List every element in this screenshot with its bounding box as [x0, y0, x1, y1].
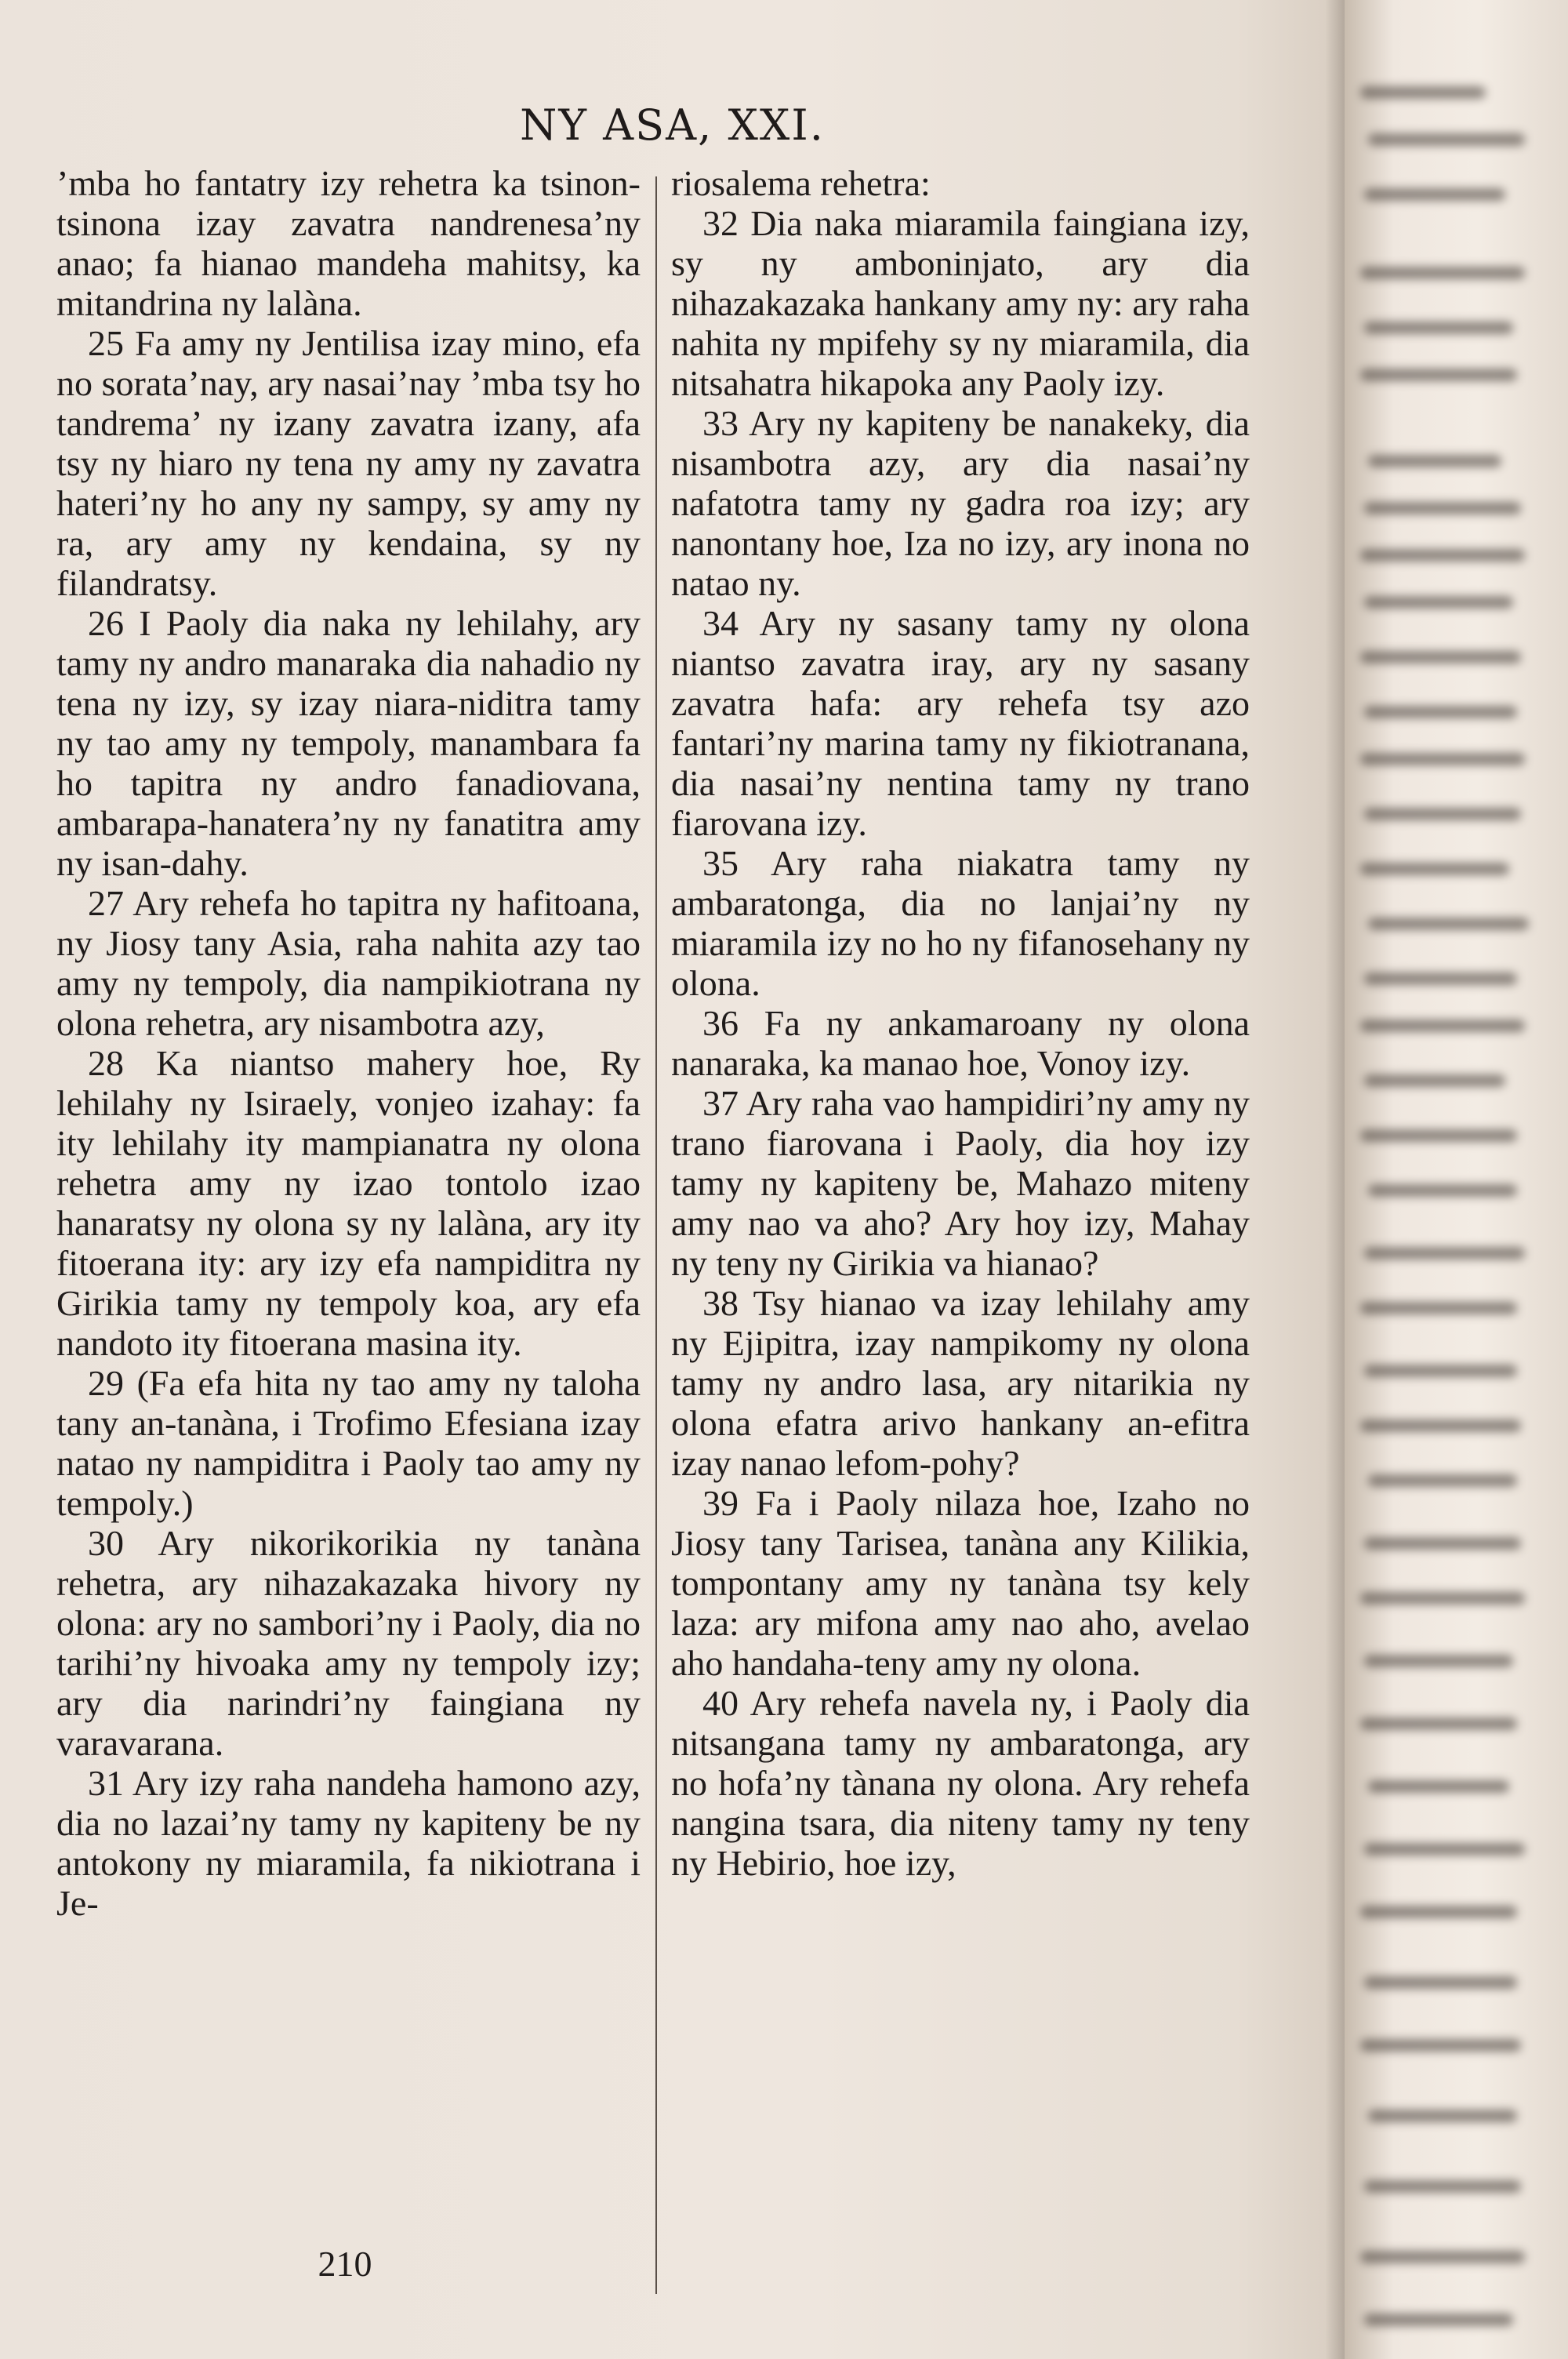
- verse-paragraph: 32 Dia naka miaramila faingiana izy, sy ny amboninjato, ary dia nihazakazaka hankany amy ny: ary raha nahita ny mpifehy sy ny miaramila, dia nitsahatra hikapoka any Paoly izy.: [671, 203, 1250, 403]
- next-page-blurred: [1345, 0, 1568, 2359]
- left-column: [56, 163, 641, 1923]
- verse-paragraph: 33 Ary ny kapiteny be nanakeky, dia nisambotra azy, ary dia nasai’ny nafatotra tamy ny gadra roa izy; ary nanontany hoe, Iza no izy, ary inona no natao ny.: [671, 403, 1250, 603]
- verse-paragraph: 34 Ary ny sasany tamy ny olona niantso zavatra iray, ary ny sasany zavatra hafa: ary rehefa tsy azo fantari’ny marina tamy ny fikiotranana, dia nasai’ny nentina tamy ny trano fiarovana izy.: [671, 603, 1250, 843]
- verse-paragraph: 39 Fa i Paoly nilaza hoe, Izaho no Jiosy tany Tarisea, tanàna any Kilikia, tompontany amy ny tanàna tsy kely laza: ary mifona amy nao aho, avelao aho handaha-teny amy ny olona.: [671, 1483, 1250, 1683]
- verse-paragraph: 31 Ary izy raha nandeha hamono azy, dia no lazai’ny tamy ny kapiteny be ny antokony ny miaramila, fa nikiotrana i Je-: [56, 1763, 641, 1923]
- running-header: NY ASA, XXI.: [520, 100, 825, 150]
- column-divider: [655, 176, 657, 2294]
- verse-paragraph: 30 Ary nikorikorikia ny tanàna rehetra, ary nihazakazaka hivory ny olona: ary no sambori’ny i Paoly, dia no tarihi’ny hivoaka amy ny tempoly izy; ary dia narindri’ny faingiana ny varavarana.: [56, 1523, 641, 1763]
- verse-paragraph: 40 Ary rehefa navela ny, i Paoly dia nitsangana tamy ny ambaratonga, ary no hofa’ny tànana ny olona. Ary rehefa nangina tsara, dia niteny tamy ny teny ny Hebirio, hoe izy,: [671, 1683, 1250, 1883]
- verse-paragraph: 35 Ary raha niakatra tamy ny ambaratonga, dia no lanjai’ny ny miaramila izy no ho ny fifanosehany ny olona.: [671, 843, 1250, 1003]
- verse-paragraph: 38 Tsy hianao va izay lehilahy amy ny Ejipitra, izay nampikomy ny olona tamy ny andro lasa, ary nitarikia ny olona efatra arivo hankany an-efitra izay nanao lefom-pohy?: [671, 1283, 1250, 1483]
- verse-paragraph: 26 I Paoly dia naka ny lehilahy, ary tamy ny andro manaraka dia nahadio ny tena ny izy, sy izay niara-niditra tamy ny tao amy ny tempoly, manambara fa ho tapitra ny andro fanadiovana, ambarapa-hanatera’ny ny fanatitra amy ny isan-dahy.: [56, 603, 641, 883]
- verse-paragraph: 29 (Fa efa hita ny tao amy ny taloha tany an-tanàna, i Trofimo Efesiana izay natao ny nampiditra i Paoly tao amy ny tempoly.): [56, 1363, 641, 1523]
- right-column: [671, 163, 1250, 1883]
- verse-paragraph: 27 Ary rehefa ho tapitra ny hafitoana, ny Jiosy tany Asia, raha nahita azy tao amy ny tempoly, dia nampikiotrana ny olona rehetra, ary nisambotra azy,: [56, 883, 641, 1043]
- verse-paragraph: riosalema rehetra:: [671, 163, 931, 203]
- verse-paragraph: 25 Fa amy ny Jentilisa izay mino, efa no sorata’nay, ary nasai’nay ’mba tsy ho tandrema’ ny izany zavatra izany, afa tsy ny hiaro ny tena ny amy ny zavatra hateri’ny ho any ny sampy, sy amy ny ra, ary amy ny kendaina, sy ny filandratsy.: [56, 323, 641, 603]
- verse-paragraph: 37 Ary raha vao hampidiri’ny amy ny trano fiarovana i Paoly, dia hoy izy tamy ny kapiteny be, Mahazo miteny amy nao va aho? Ary hoy izy, Mahay ny teny ny Girikia va hianao?: [671, 1083, 1250, 1283]
- verse-paragraph: ’mba ho fantatry izy rehetra ka tsinon-tsinona izay zavatra nandrenesa’ny anao; fa hianao mandeha mahitsy, ka mitandrina ny lalàna.: [56, 163, 641, 323]
- verse-paragraph: 36 Fa ny ankamaroany ny olona nanaraka, ka manao hoe, Vonoy izy.: [671, 1003, 1250, 1083]
- page-number: 210: [318, 2244, 372, 2284]
- verse-paragraph: 28 Ka niantso mahery hoe, Ry lehilahy ny Isiraely, vonjeo izahay: fa ity lehilahy ity mampianatra ny olona rehetra amy ny izao tontolo izao hanaratsy ny olona sy ny lalàna, ary ity fitoerana ity: ary izy efa nampiditra ny Girikia tamy ny tempoly koa, ary efa nandoto ity fitoerana masina ity.: [56, 1043, 641, 1363]
